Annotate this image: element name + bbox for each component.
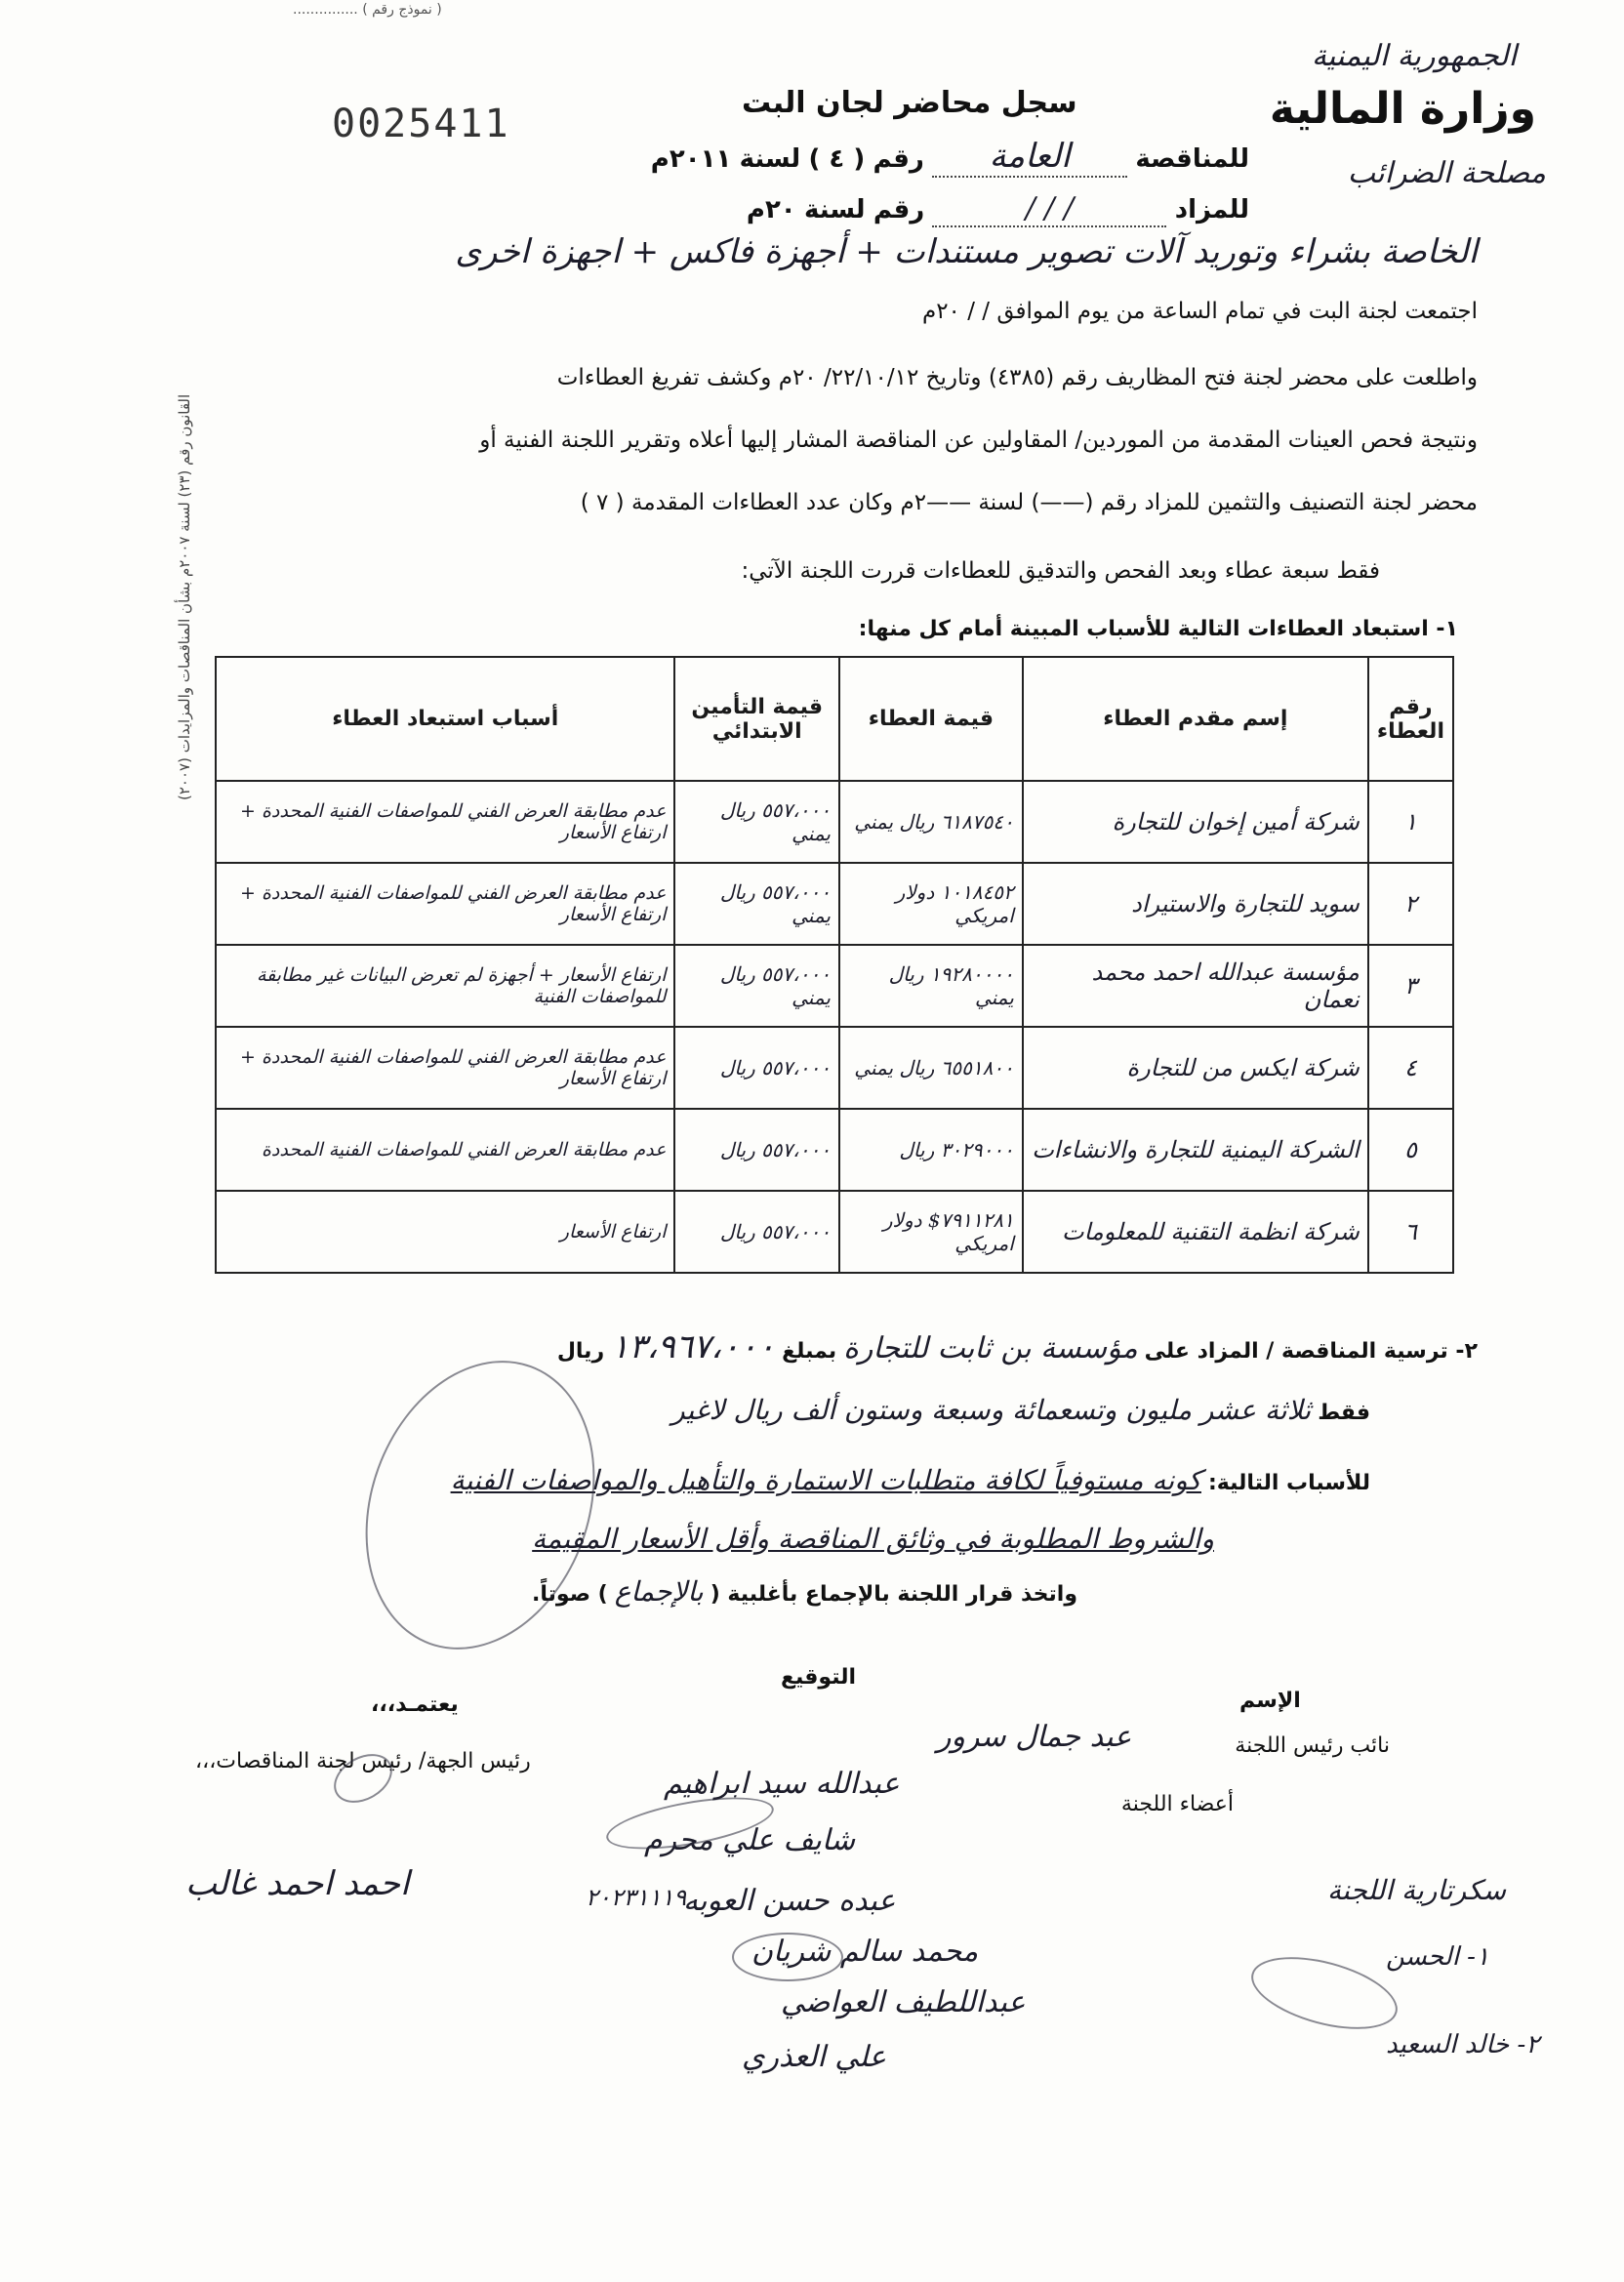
- award-words-line: [671, 1394, 1370, 1426]
- side-legal-note: القانون رقم (٢٣) لسنة ٢٠٠٧م بشأن المناقصات والمزايدات (٢٠٠٧): [176, 393, 193, 800]
- bid-value: ٧٩١١٢٨١$ دولار امريكي: [839, 1191, 1023, 1273]
- award-amount-label: بمبلغ: [782, 1339, 837, 1364]
- bid-number: ٤: [1368, 1027, 1453, 1109]
- approval-label: يعتمـد،،،: [371, 1692, 459, 1717]
- header-bidder-name: إسم مقدم العطاء: [1023, 657, 1368, 781]
- approver-name: احمد احمد غالب: [185, 1864, 410, 1903]
- insurance-value: ٥٥٧،٠٠٠ ريال يمني: [674, 781, 838, 863]
- meeting-line-4: محضر لجنة التصنيف والتثمين للمزاد رقم (——) لسنة ——٢م وكان عدد العطاءات المقدمة ( ٧ ): [580, 490, 1478, 515]
- bid-number: ٢: [1368, 863, 1453, 945]
- section-1-title: ١- استبعاد العطاءات التالية للأسباب المبينة أمام كل منها:: [858, 617, 1458, 641]
- award-reason-2: والشروط المطلوبة في وثائق المناقصة وأقل الأسعار المقيمة: [532, 1523, 1214, 1555]
- decision-line: [532, 1575, 1077, 1608]
- auction-number: / / /: [932, 191, 1166, 227]
- bid-value: ٦١٨٧٥٤٠ ريال يمني: [839, 781, 1023, 863]
- chair-name: عبد جمال سرور: [937, 1720, 1132, 1754]
- meeting-line-3: ونتيجة فحص العينات المقدمة من الموردين/ المقاولين عن المناقصة المشار إليها أعلاه وتقرير اللجنة الفنية أو: [479, 428, 1478, 453]
- award-reason-1: كونه مستوفياً لكافة متطلبات الاستمارة والتأهيل والمواصفات الفنية: [450, 1464, 1201, 1496]
- award-label: ٢- ترسية المناقصة / المزاد على: [1144, 1339, 1478, 1364]
- decision-handwritten: بالإجماع: [614, 1575, 704, 1608]
- insurance-value: ٥٥٧،٠٠٠ ريال: [674, 1191, 838, 1273]
- name-column-header: الإسم: [1239, 1689, 1301, 1713]
- rejection-reason: عدم مطابقة العرض الفني للمواصفات الفنية المحددة + ارتفاع الأسعار: [216, 863, 674, 945]
- signature-scribble: [1243, 1943, 1404, 2043]
- meeting-line-2: واطلعت على محضر لجنة فتح المظاريف رقم (٤٣٨٥) وتاريخ ٢٢/١٠/١٢/ ٢٠م وكشف تفريغ العطاءات: [556, 365, 1478, 390]
- serial-number: 0025411: [332, 102, 510, 146]
- bid-number: ٦: [1368, 1191, 1453, 1273]
- bidder-name: مؤسسة عبدالله احمد محمد نعمان: [1023, 945, 1368, 1027]
- head-of-entity-label: رئيس الجهة/ رئيس لجنة المناقصات،،،: [195, 1749, 531, 1773]
- form-number-strip: ( نموذج رقم ) ...............: [293, 2, 442, 18]
- member-name: عبداللطيف العواضي: [781, 1985, 1026, 2019]
- table-row: [216, 781, 1453, 863]
- auction-label: للمزاد: [1174, 195, 1249, 224]
- header-bid-number: رقم العطاء: [1368, 657, 1453, 781]
- tender-line: [508, 137, 1249, 178]
- awardee-name: مؤسسة بن ثابت للتجارة: [843, 1331, 1138, 1365]
- tender-subject: الخاصة بشراء وتوريد آلات تصوير مستندات + أجهزة فاكس + اجهزة اخرى: [455, 232, 1478, 271]
- auction-year-label: لسنة: [803, 195, 866, 224]
- tender-name: العامة: [932, 137, 1127, 178]
- tender-year: ٢٠١١م: [650, 144, 732, 174]
- tender-label: للمناقصة: [1135, 144, 1249, 174]
- secretary-entry: ٢- خالد السعيد: [1386, 2030, 1540, 2059]
- bidder-name: الشركة اليمنية للتجارة والانشاءات: [1023, 1109, 1368, 1191]
- auction-number-label: رقم: [873, 195, 925, 224]
- member-name: عبدالله سيد ابراهيم: [664, 1767, 900, 1801]
- award-reasons-label: للأسباب التالية:: [1207, 1471, 1370, 1495]
- rejection-reason: عدم مطابقة العرض الفني للمواصفات الفنية المحددة + ارتفاع الأسعار: [216, 1027, 674, 1109]
- bid-number: ١: [1368, 781, 1453, 863]
- rejection-reason: ارتفاع الأسعار + أجهزة لم تعرض البيانات غير مطابقة للمواصفات الفنية: [216, 945, 674, 1027]
- rejected-bids-table: [215, 656, 1454, 1274]
- bidder-name: شركة أمين إخوان للتجارة: [1023, 781, 1368, 863]
- member-name: شايف علي محرم: [644, 1823, 856, 1857]
- bid-value: ١٩٢٨٠٠٠٠ ريال يمني: [839, 945, 1023, 1027]
- rejection-reason: ارتفاع الأسعار: [216, 1191, 674, 1273]
- insurance-value: ٥٥٧،٠٠٠ ريال يمني: [674, 863, 838, 945]
- member-name: محمد سالم شريان: [751, 1935, 979, 1969]
- bidder-name: شركة ايكس من للتجارة: [1023, 1027, 1368, 1109]
- bidder-name: سويد للتجارة والاستيراد: [1023, 863, 1368, 945]
- meeting-line-5: فقط سبعة عطاء وبعد الفحص والتدقيق للعطاءات قررت اللجنة الآتي:: [741, 558, 1380, 584]
- tender-year-label: لسنة: [739, 144, 801, 174]
- header-insurance-value: قيمة التأمين الابتدائي: [674, 657, 838, 781]
- member-name: عبده حسن العوبه: [683, 1884, 896, 1918]
- republic-label: الجمهورية اليمنية: [1311, 39, 1517, 73]
- stamp-id: ٢٠٢٣١١١٩: [586, 1884, 687, 1911]
- rejection-reason: عدم مطابقة العرض الفني للمواصفات الفنية المحددة: [216, 1109, 674, 1191]
- secretary-entry: ١- الحسن: [1386, 1942, 1489, 1972]
- auction-line: [508, 191, 1249, 227]
- chair-label: نائب رئيس اللجنة: [1235, 1733, 1390, 1758]
- table-header-row: [216, 657, 1453, 781]
- auction-year: ٢٠م: [746, 195, 796, 224]
- table-row: [216, 945, 1453, 1027]
- insurance-value: ٥٥٧،٠٠٠ ريال يمني: [674, 945, 838, 1027]
- department-name: مصلحة الضرائب: [1347, 156, 1546, 190]
- rejection-reason: عدم مطابقة العرض الفني للمواصفات الفنية المحددة + ارتفاع الأسعار: [216, 781, 674, 863]
- header-bid-value: قيمة العطاء: [839, 657, 1023, 781]
- header-rejection-reasons: أسباب استبعاد العطاء: [216, 657, 674, 781]
- award-amount-words: ثلاثة عشر مليون وتسعمائة وسبعة وستون ألف ريال لاغير: [671, 1394, 1312, 1426]
- bid-number: ٣: [1368, 945, 1453, 1027]
- table-row: [216, 1191, 1453, 1273]
- tender-number-label: رقم: [873, 144, 924, 174]
- pen-loop-mark: [327, 1328, 633, 1682]
- member-name: علي العذري: [742, 2040, 887, 2074]
- insurance-value: ٥٥٧،٠٠٠ ريال: [674, 1027, 838, 1109]
- tender-number: ( ٤ ): [808, 144, 866, 174]
- table-row: [216, 863, 1453, 945]
- register-title: سجل محاضر لجان البت: [742, 86, 1077, 120]
- insurance-value: ٥٥٧،٠٠٠ ريال: [674, 1109, 838, 1191]
- signature-column-header: التوقيع: [781, 1665, 856, 1690]
- decision-text-end: ) صوتاً.: [532, 1582, 608, 1607]
- table-row: [216, 1109, 1453, 1191]
- table-row: [216, 1027, 1453, 1109]
- signature-scribble: [732, 1933, 843, 1981]
- ministry-name: وزارة المالية: [1269, 84, 1536, 134]
- members-label: أعضاء اللجنة: [1120, 1792, 1234, 1816]
- award-words-label: فقط: [1318, 1401, 1370, 1425]
- bid-number: ٥: [1368, 1109, 1453, 1191]
- award-currency: ريال: [556, 1339, 605, 1364]
- bid-value: ٦٥٥١٨٠٠ ريال يمني: [839, 1027, 1023, 1109]
- bid-value: ٣٠٢٩٠٠٠ ريال: [839, 1109, 1023, 1191]
- award-amount: ١٣،٩٦٧،٠٠٠: [611, 1327, 776, 1366]
- award-line: [557, 1327, 1478, 1366]
- meeting-line-1: اجتمعت لجنة البت في تمام الساعة من يوم الموافق / / ٢٠م: [921, 299, 1478, 324]
- bidder-name: شركة انظمة التقنية للمعلومات: [1023, 1191, 1368, 1273]
- decision-text-start: واتخذ قرار اللجنة بالإجماع بأغلبية (: [710, 1582, 1077, 1607]
- secretary-label: سكرتارية اللجنة: [1327, 1874, 1507, 1906]
- bid-value: ١٠١٨٤٥٢ دولار امريكي: [839, 863, 1023, 945]
